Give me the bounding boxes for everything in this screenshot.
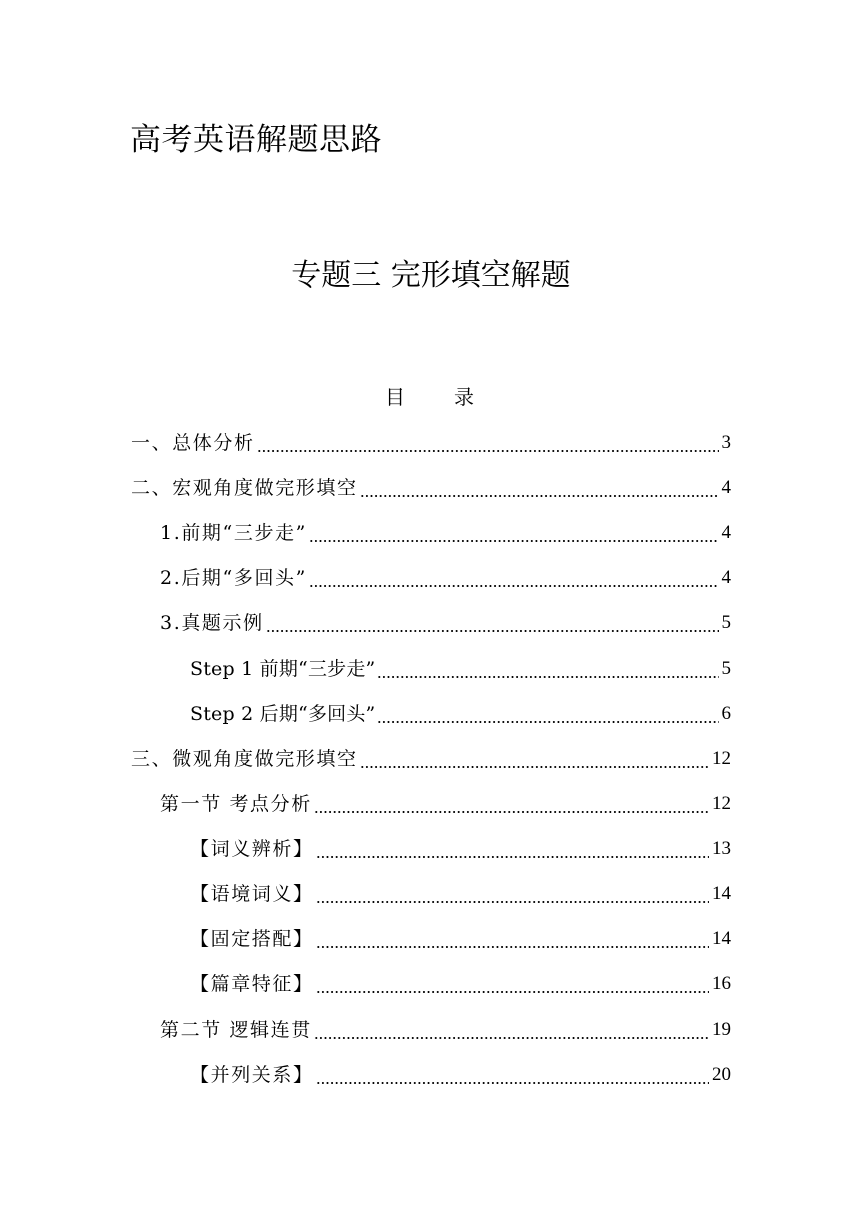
toc-leader-dots (360, 474, 719, 498)
document-title: 高考英语解题思路 (130, 122, 382, 158)
toc-entry[interactable] (0, 966, 731, 996)
toc-entry-label: 1.前期“三步走” (160, 522, 307, 544)
toc-leader-dots (266, 609, 719, 633)
toc-entry[interactable] (0, 560, 731, 590)
toc-entry-page: 4 (721, 567, 731, 588)
toc-entry-label: 3.真题示例 (160, 612, 264, 634)
toc-entry[interactable] (0, 515, 731, 545)
toc-entry-label: 三、微观角度做完形填空 (131, 748, 358, 770)
toc-entry-label: 【并列关系】 (190, 1064, 314, 1086)
toc-leader-dots (377, 655, 718, 679)
toc-entry[interactable] (0, 696, 731, 726)
toc-entry-label: 【固定搭配】 (190, 928, 314, 950)
toc-entry-label: 第一节 考点分析 (160, 793, 312, 815)
toc-leader-dots (377, 700, 718, 724)
toc-entry-page: 4 (721, 477, 731, 498)
toc-entry-label: 【篇章特征】 (190, 973, 314, 995)
toc-heading-right: 录 (454, 385, 475, 409)
toc-entry[interactable] (0, 1057, 731, 1087)
toc-entry[interactable] (0, 786, 731, 816)
toc-entry-label: 【词义辨析】 (190, 838, 314, 860)
toc-entry-label: 第二节 逻辑连贯 (160, 1019, 312, 1041)
toc-entry-page: 20 (712, 1064, 731, 1085)
toc-entry[interactable] (0, 921, 731, 951)
subject-title: 专题三 完形填空解题 (291, 258, 571, 293)
toc-entry-page: 12 (712, 793, 731, 814)
toc-entry-page: 19 (712, 1019, 731, 1040)
toc-leader-dots (257, 429, 719, 453)
toc-entry-label: 一、总体分析 (131, 432, 255, 454)
toc-entry-page: 4 (721, 522, 731, 543)
toc-entry-page: 16 (712, 973, 731, 994)
toc-entry-label: 二、宏观角度做完形填空 (131, 477, 358, 499)
toc-leader-dots (316, 970, 709, 994)
toc-entry[interactable] (0, 470, 731, 500)
toc-entry[interactable] (0, 831, 731, 861)
toc-entry[interactable] (0, 876, 731, 906)
toc-leader-dots (314, 790, 709, 814)
toc-leader-dots (360, 745, 709, 769)
toc-entry[interactable] (0, 425, 731, 455)
toc-entry-page: 5 (721, 658, 731, 679)
toc-leader-dots (316, 1061, 709, 1085)
toc-heading-left: 目 (385, 385, 406, 409)
toc-entry[interactable] (0, 651, 731, 681)
toc-entry-label: 【语境词义】 (190, 883, 314, 905)
toc-leader-dots (316, 835, 709, 859)
toc-entry-label: 2.后期“多回头” (160, 567, 307, 589)
toc-entry-label: Step 1 前期“三步走” (190, 658, 376, 680)
toc-leader-dots (309, 519, 719, 543)
toc-entry-label: Step 2 后期“多回头” (190, 703, 376, 725)
toc-entry-page: 3 (721, 432, 731, 453)
toc-entry-page: 12 (712, 748, 731, 769)
toc-leader-dots (316, 925, 709, 949)
toc-entry[interactable] (0, 605, 731, 635)
toc-entry[interactable] (0, 1012, 731, 1042)
toc-leader-dots (314, 1016, 709, 1040)
toc-entry-page: 13 (712, 838, 731, 859)
toc-entry-page: 5 (721, 612, 731, 633)
toc-leader-dots (316, 880, 709, 904)
toc-entry-page: 14 (712, 928, 731, 949)
toc-entry-page: 14 (712, 883, 731, 904)
toc-leader-dots (309, 564, 719, 588)
toc-entry-page: 6 (721, 703, 731, 724)
toc-entry[interactable] (0, 741, 731, 771)
